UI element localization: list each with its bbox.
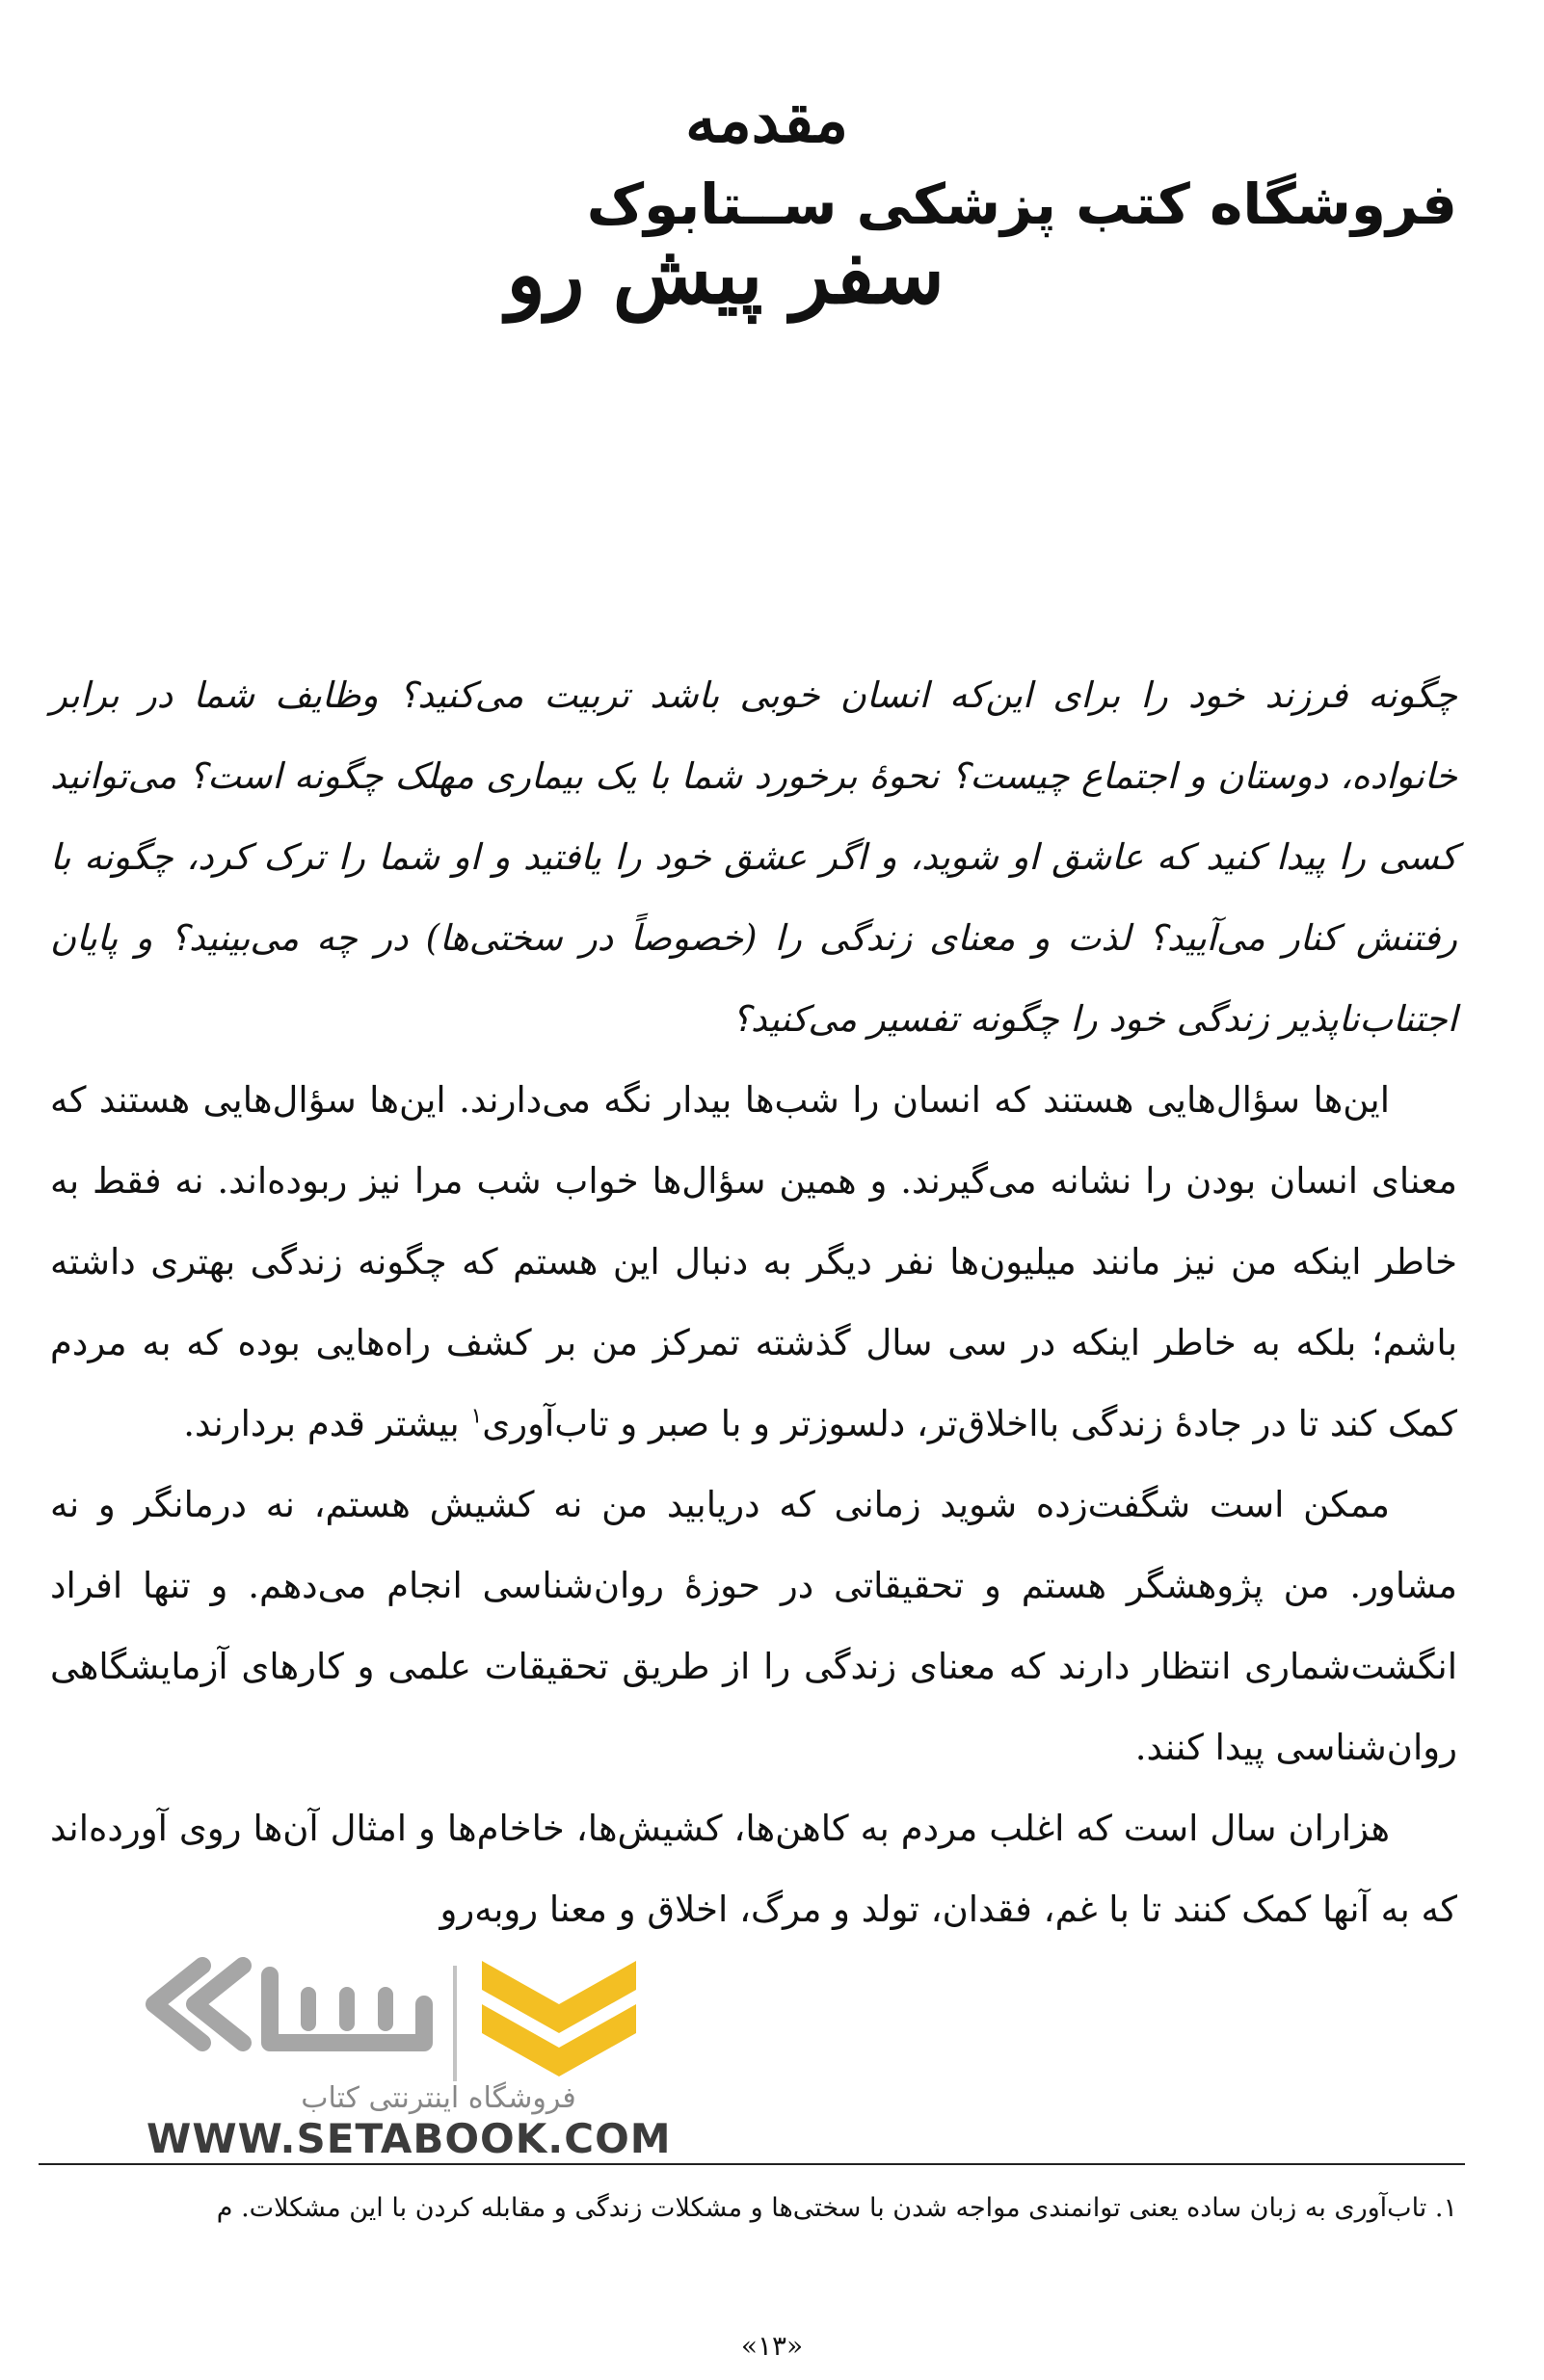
paragraph-1-text: این‌ها سؤال‌هایی هستند که انسان را شب‌ها بیدار نگه می‌دارند. این‌ها سؤال‌هایی هستند که معنای انسان بودن را نشانه می‌گیرند. و همین سؤال‌ها خواب شب مرا نیز ربوده‌اند. نه فقط به خاطر اینکه من نیز مانند میلیون‌ها نفر دیگر به دنبال این هستم که چگونه زندگی بهتری داشته باشم؛ بلکه به خاطر اینکه در سی سال گذشته تمرکز من بر کشف راه‌هایی بوده که به مردم کمک کند تا در جادهٔ زندگی بااخلاق‌تر، دلسوزتر و با صبر و تاب‌آوری <box>50 1079 1457 1444</box>
paragraph-1 <box>50 1060 1457 1465</box>
footnote-divider <box>39 2163 1465 2165</box>
paragraph-3: هزاران سال است که اغلب مردم به کاهن‌ها، کشیش‌ها، خاخام‌ها و امثال آن‌ها روی آورده‌اند که به آنها کمک کنند تا با غم، فقدان، تولد و مرگ، اخلاق و معنا روبه‌رو <box>50 1808 1457 1930</box>
footnote-reference[interactable]: ۱ <box>470 1404 483 1429</box>
body-text <box>50 655 1457 1950</box>
paragraph-2: ممکن است شگفت‌زده شوید زمانی که دریابید من نه کشیش هستم، نه درمانگر و نه مشاور. من پژوهشگر هستم و تحقیقاتی در حوزهٔ روان‌شناسی انجام می‌دهم. و تنها افراد انگشت‌شماری انتظار دارند که معنای زندگی را از طریق تحقیقات علمی و کارهای آزمایشگاهی روان‌شناسی پیدا کنند. <box>50 1484 1457 1768</box>
setabook-logo-icon <box>135 1937 675 2091</box>
store-name-overlay: فروشگاه کتب پزشکی ســتابوک <box>586 172 1457 237</box>
chapter-title: سفر پیش رو <box>506 226 945 322</box>
watermark-url: WWW.SETABOOK.COM <box>146 2115 672 2162</box>
chapter-label: مقدمه <box>685 85 848 157</box>
watermark-subtitle: فروشگاه اینترنتی کتاب <box>301 2081 576 2115</box>
intro-paragraph: چگونه فرزند خود را برای این‌که انسان خوبی باشد تربیت می‌کنید؟ وظایف شما در برابر خانواده، دوستان و اجتماع چیست؟ نحوهٔ برخورد شما با یک بیماری مهلک چگونه است؟ می‌توانید کسی را پیدا کنید که عاشق او شوید، و اگر عشق خود را یافتید و او شما را ترک کرد، چگونه با رفتنش کنار می‌آیید؟ لذت و معنای زندگی را (خصوصاً در سختی‌ها) در چه می‌بینید؟ و پایان اجتناب‌ناپذیر زندگی خود را چگونه تفسیر می‌کنید؟ <box>50 674 1457 1040</box>
setabook-watermark <box>135 1937 675 2168</box>
page-number: «۱۳» <box>740 2330 804 2362</box>
footnote-text: ۱. تاب‌آوری به زبان ساده یعنی توانمندی مواجه شدن با سختی‌ها و مشکلات زندگی و مقابله کردن با این مشکلات. م <box>216 2193 1457 2223</box>
paragraph-1-tail: بیشتر قدم بردارند. <box>183 1403 471 1444</box>
